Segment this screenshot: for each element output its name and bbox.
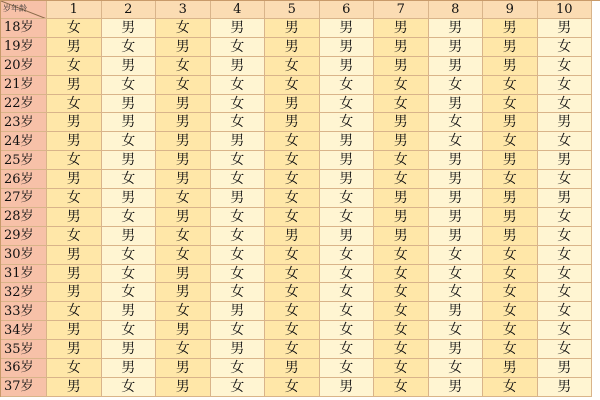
age-label: 20岁 — [1, 57, 47, 76]
gender-cell: 男 — [320, 378, 375, 397]
gender-cell: 女 — [47, 19, 102, 38]
month-header: 7 — [374, 1, 429, 19]
gender-cell: 男 — [156, 38, 211, 57]
gender-cell: 男 — [374, 113, 429, 132]
age-label: 27岁 — [1, 189, 47, 208]
gender-cell: 女 — [211, 38, 266, 57]
gender-cell: 女 — [47, 95, 102, 114]
gender-cell: 女 — [265, 170, 320, 189]
corner-header — [1, 1, 47, 19]
gender-cell: 女 — [429, 359, 484, 378]
gender-cell: 男 — [102, 19, 157, 38]
gender-cell: 女 — [211, 321, 266, 340]
gender-cell: 男 — [102, 57, 157, 76]
gender-cell: 男 — [483, 113, 538, 132]
gender-cell: 女 — [538, 38, 593, 57]
gender-cell: 女 — [538, 302, 593, 321]
gender-cell: 女 — [429, 76, 484, 95]
gender-cell: 男 — [211, 132, 266, 151]
age-label: 30岁 — [1, 246, 47, 265]
gender-cell: 男 — [156, 132, 211, 151]
gender-cell: 女 — [320, 340, 375, 359]
age-label: 32岁 — [1, 283, 47, 302]
gender-cell: 男 — [47, 340, 102, 359]
age-label: 23岁 — [1, 113, 47, 132]
gender-cell: 女 — [374, 321, 429, 340]
month-header: 9 — [483, 1, 538, 19]
gender-cell: 男 — [47, 208, 102, 227]
gender-cell: 女 — [156, 246, 211, 265]
gender-cell: 女 — [429, 321, 484, 340]
gender-cell: 女 — [429, 113, 484, 132]
age-label: 36岁 — [1, 359, 47, 378]
gender-cell: 男 — [102, 95, 157, 114]
gender-cell: 女 — [374, 340, 429, 359]
gender-cell: 女 — [265, 246, 320, 265]
gender-cell: 男 — [320, 132, 375, 151]
age-label: 33岁 — [1, 302, 47, 321]
gender-cell: 女 — [374, 76, 429, 95]
gender-cell: 男 — [156, 208, 211, 227]
gender-cell: 女 — [47, 57, 102, 76]
gender-cell: 女 — [374, 151, 429, 170]
gender-cell: 女 — [429, 132, 484, 151]
gender-cell: 男 — [374, 132, 429, 151]
gender-cell: 女 — [102, 321, 157, 340]
gender-cell: 女 — [265, 208, 320, 227]
gender-cell: 男 — [47, 170, 102, 189]
gender-cell: 男 — [47, 246, 102, 265]
gender-cell: 女 — [102, 38, 157, 57]
gender-cell: 男 — [47, 378, 102, 397]
gender-cell: 男 — [211, 340, 266, 359]
gender-cell: 男 — [538, 113, 593, 132]
gender-cell: 女 — [429, 283, 484, 302]
gender-cell: 女 — [483, 76, 538, 95]
gender-cell: 女 — [265, 189, 320, 208]
gender-cell: 男 — [538, 189, 593, 208]
gender-cell: 女 — [483, 283, 538, 302]
gender-cell: 男 — [156, 95, 211, 114]
gender-cell: 男 — [265, 95, 320, 114]
gender-cell: 女 — [483, 95, 538, 114]
gender-cell: 女 — [538, 76, 593, 95]
gender-cell: 女 — [211, 151, 266, 170]
gender-cell: 女 — [102, 246, 157, 265]
gender-cell: 女 — [374, 246, 429, 265]
gender-cell: 女 — [538, 321, 593, 340]
gender-cell: 男 — [265, 19, 320, 38]
gender-cell: 男 — [374, 208, 429, 227]
gender-cell: 女 — [211, 76, 266, 95]
gender-cell: 男 — [429, 302, 484, 321]
gender-cell: 女 — [320, 208, 375, 227]
month-header: 1 — [47, 1, 102, 19]
gender-cell: 女 — [538, 340, 593, 359]
age-label: 37岁 — [1, 378, 47, 397]
gender-cell: 男 — [429, 227, 484, 246]
gender-cell: 女 — [265, 340, 320, 359]
gender-cell: 男 — [102, 189, 157, 208]
gender-cell: 男 — [156, 265, 211, 284]
gender-cell: 女 — [483, 265, 538, 284]
age-label: 21岁 — [1, 76, 47, 95]
gender-cell: 女 — [156, 19, 211, 38]
gender-cell: 女 — [538, 283, 593, 302]
gender-cell: 男 — [47, 76, 102, 95]
age-label: 35岁 — [1, 340, 47, 359]
gender-cell: 女 — [211, 95, 266, 114]
gender-cell: 女 — [156, 57, 211, 76]
gender-cell: 女 — [265, 302, 320, 321]
gender-cell: 女 — [102, 170, 157, 189]
gender-cell: 女 — [320, 246, 375, 265]
gender-cell: 男 — [47, 321, 102, 340]
gender-cell: 男 — [374, 38, 429, 57]
gender-cell: 女 — [538, 95, 593, 114]
gender-cell: 男 — [483, 57, 538, 76]
gender-cell: 女 — [156, 340, 211, 359]
month-header: 2 — [102, 1, 157, 19]
gender-cell: 男 — [429, 19, 484, 38]
gender-cell: 女 — [320, 113, 375, 132]
gender-cell: 女 — [538, 170, 593, 189]
gender-cell: 女 — [156, 189, 211, 208]
gender-cell: 女 — [102, 132, 157, 151]
gender-cell: 男 — [429, 378, 484, 397]
gender-cell: 男 — [483, 208, 538, 227]
gender-cell: 男 — [211, 302, 266, 321]
age-label: 29岁 — [1, 227, 47, 246]
gender-cell: 女 — [320, 283, 375, 302]
gender-cell: 男 — [211, 57, 266, 76]
gender-cell: 男 — [320, 57, 375, 76]
gender-cell: 女 — [538, 208, 593, 227]
gender-cell: 女 — [265, 76, 320, 95]
gender-cell: 男 — [483, 189, 538, 208]
gender-cell: 男 — [374, 227, 429, 246]
month-header: 4 — [211, 1, 266, 19]
gender-cell: 女 — [156, 302, 211, 321]
gender-cell: 男 — [156, 321, 211, 340]
gender-cell: 女 — [320, 359, 375, 378]
gender-cell: 男 — [156, 283, 211, 302]
gender-cell: 女 — [483, 132, 538, 151]
gender-cell: 男 — [320, 170, 375, 189]
gender-cell: 女 — [374, 95, 429, 114]
gender-cell: 男 — [102, 340, 157, 359]
gender-cell: 男 — [156, 359, 211, 378]
gender-cell: 女 — [211, 170, 266, 189]
gender-cell: 女 — [265, 283, 320, 302]
gender-cell: 女 — [429, 246, 484, 265]
gender-cell: 女 — [211, 378, 266, 397]
gender-cell: 男 — [483, 38, 538, 57]
gender-cell: 女 — [265, 378, 320, 397]
age-label: 24岁 — [1, 132, 47, 151]
gender-cell: 男 — [429, 57, 484, 76]
gender-cell: 男 — [47, 265, 102, 284]
gender-cell: 女 — [320, 189, 375, 208]
gender-cell: 女 — [320, 265, 375, 284]
month-header: 6 — [320, 1, 375, 19]
gender-cell: 男 — [156, 113, 211, 132]
gender-cell: 男 — [429, 208, 484, 227]
gender-cell: 女 — [538, 227, 593, 246]
gender-cell: 女 — [102, 265, 157, 284]
gender-cell: 男 — [102, 151, 157, 170]
gender-cell: 女 — [102, 208, 157, 227]
gender-cell: 女 — [538, 57, 593, 76]
gender-cell: 女 — [265, 321, 320, 340]
gender-cell: 女 — [47, 227, 102, 246]
gender-cell: 男 — [374, 189, 429, 208]
gender-cell: 女 — [211, 113, 266, 132]
month-header: 5 — [265, 1, 320, 19]
gender-cell: 女 — [47, 151, 102, 170]
gender-cell: 女 — [320, 95, 375, 114]
age-label: 28岁 — [1, 208, 47, 227]
gender-cell: 女 — [538, 246, 593, 265]
gender-cell: 男 — [211, 19, 266, 38]
gender-cell: 女 — [483, 170, 538, 189]
gender-cell: 女 — [211, 283, 266, 302]
age-label: 22岁 — [1, 95, 47, 114]
gender-cell: 女 — [102, 283, 157, 302]
gender-cell: 女 — [265, 265, 320, 284]
gender-cell: 女 — [483, 340, 538, 359]
gender-cell: 女 — [374, 283, 429, 302]
gender-cell: 男 — [320, 38, 375, 57]
gender-cell: 男 — [102, 227, 157, 246]
gender-cell: 女 — [374, 265, 429, 284]
gender-cell: 女 — [429, 265, 484, 284]
gender-cell: 女 — [374, 359, 429, 378]
gender-cell: 男 — [265, 359, 320, 378]
gender-cell: 女 — [374, 302, 429, 321]
age-label: 31岁 — [1, 265, 47, 284]
gender-cell: 女 — [211, 265, 266, 284]
gender-cell: 女 — [320, 76, 375, 95]
gender-cell: 男 — [211, 189, 266, 208]
gender-cell: 女 — [374, 378, 429, 397]
gender-cell: 男 — [538, 19, 593, 38]
gender-cell: 男 — [320, 151, 375, 170]
gender-cell: 男 — [483, 359, 538, 378]
gender-cell: 男 — [483, 227, 538, 246]
gender-cell: 女 — [265, 132, 320, 151]
age-label: 18岁 — [1, 19, 47, 38]
gender-cell: 男 — [429, 38, 484, 57]
month-header: 8 — [429, 1, 484, 19]
gender-cell: 男 — [483, 151, 538, 170]
gender-cell: 男 — [320, 227, 375, 246]
gender-cell: 男 — [47, 283, 102, 302]
age-label: 19岁 — [1, 38, 47, 57]
gender-cell: 男 — [320, 19, 375, 38]
gender-cell: 男 — [47, 38, 102, 57]
gender-cell: 男 — [156, 151, 211, 170]
gender-cell: 男 — [156, 170, 211, 189]
gender-cell: 男 — [483, 19, 538, 38]
gender-cell: 男 — [429, 170, 484, 189]
gender-cell: 男 — [102, 113, 157, 132]
gender-cell: 女 — [374, 170, 429, 189]
age-label: 25岁 — [1, 151, 47, 170]
gender-cell: 男 — [429, 340, 484, 359]
gender-cell: 男 — [429, 151, 484, 170]
gender-cell: 女 — [265, 151, 320, 170]
gender-cell: 男 — [429, 189, 484, 208]
gender-cell: 男 — [538, 151, 593, 170]
gender-cell: 女 — [538, 132, 593, 151]
month-header: 3 — [156, 1, 211, 19]
gender-cell: 男 — [374, 57, 429, 76]
gender-cell: 女 — [211, 227, 266, 246]
gender-cell: 男 — [265, 113, 320, 132]
gender-cell: 女 — [102, 378, 157, 397]
month-header: 10 — [538, 1, 593, 19]
gender-cell: 女 — [483, 378, 538, 397]
gender-cell: 男 — [102, 302, 157, 321]
gender-cell: 男 — [374, 19, 429, 38]
gender-cell: 女 — [156, 227, 211, 246]
gender-cell: 男 — [47, 132, 102, 151]
gender-cell: 男 — [429, 95, 484, 114]
gender-cell: 女 — [320, 302, 375, 321]
gender-cell: 女 — [320, 321, 375, 340]
gender-cell: 男 — [538, 359, 593, 378]
gender-cell: 男 — [265, 38, 320, 57]
gender-cell: 女 — [483, 321, 538, 340]
corner-label: 岁年龄 — [3, 4, 27, 13]
gender-cell: 男 — [102, 359, 157, 378]
gender-cell: 男 — [265, 227, 320, 246]
gender-cell: 女 — [102, 76, 157, 95]
gender-cell: 女 — [47, 302, 102, 321]
gender-cell: 男 — [538, 378, 593, 397]
gender-cell: 女 — [483, 302, 538, 321]
gender-cell: 女 — [211, 208, 266, 227]
gender-cell: 男 — [156, 378, 211, 397]
gender-cell: 男 — [47, 113, 102, 132]
gender-cell: 女 — [47, 359, 102, 378]
gender-cell: 女 — [156, 76, 211, 95]
gender-cell: 女 — [211, 246, 266, 265]
gender-cell: 女 — [483, 246, 538, 265]
age-label: 34岁 — [1, 321, 47, 340]
gender-cell: 女 — [538, 265, 593, 284]
gender-cell: 女 — [211, 359, 266, 378]
gender-cell: 女 — [265, 57, 320, 76]
gender-cell: 女 — [47, 189, 102, 208]
age-label: 26岁 — [1, 170, 47, 189]
